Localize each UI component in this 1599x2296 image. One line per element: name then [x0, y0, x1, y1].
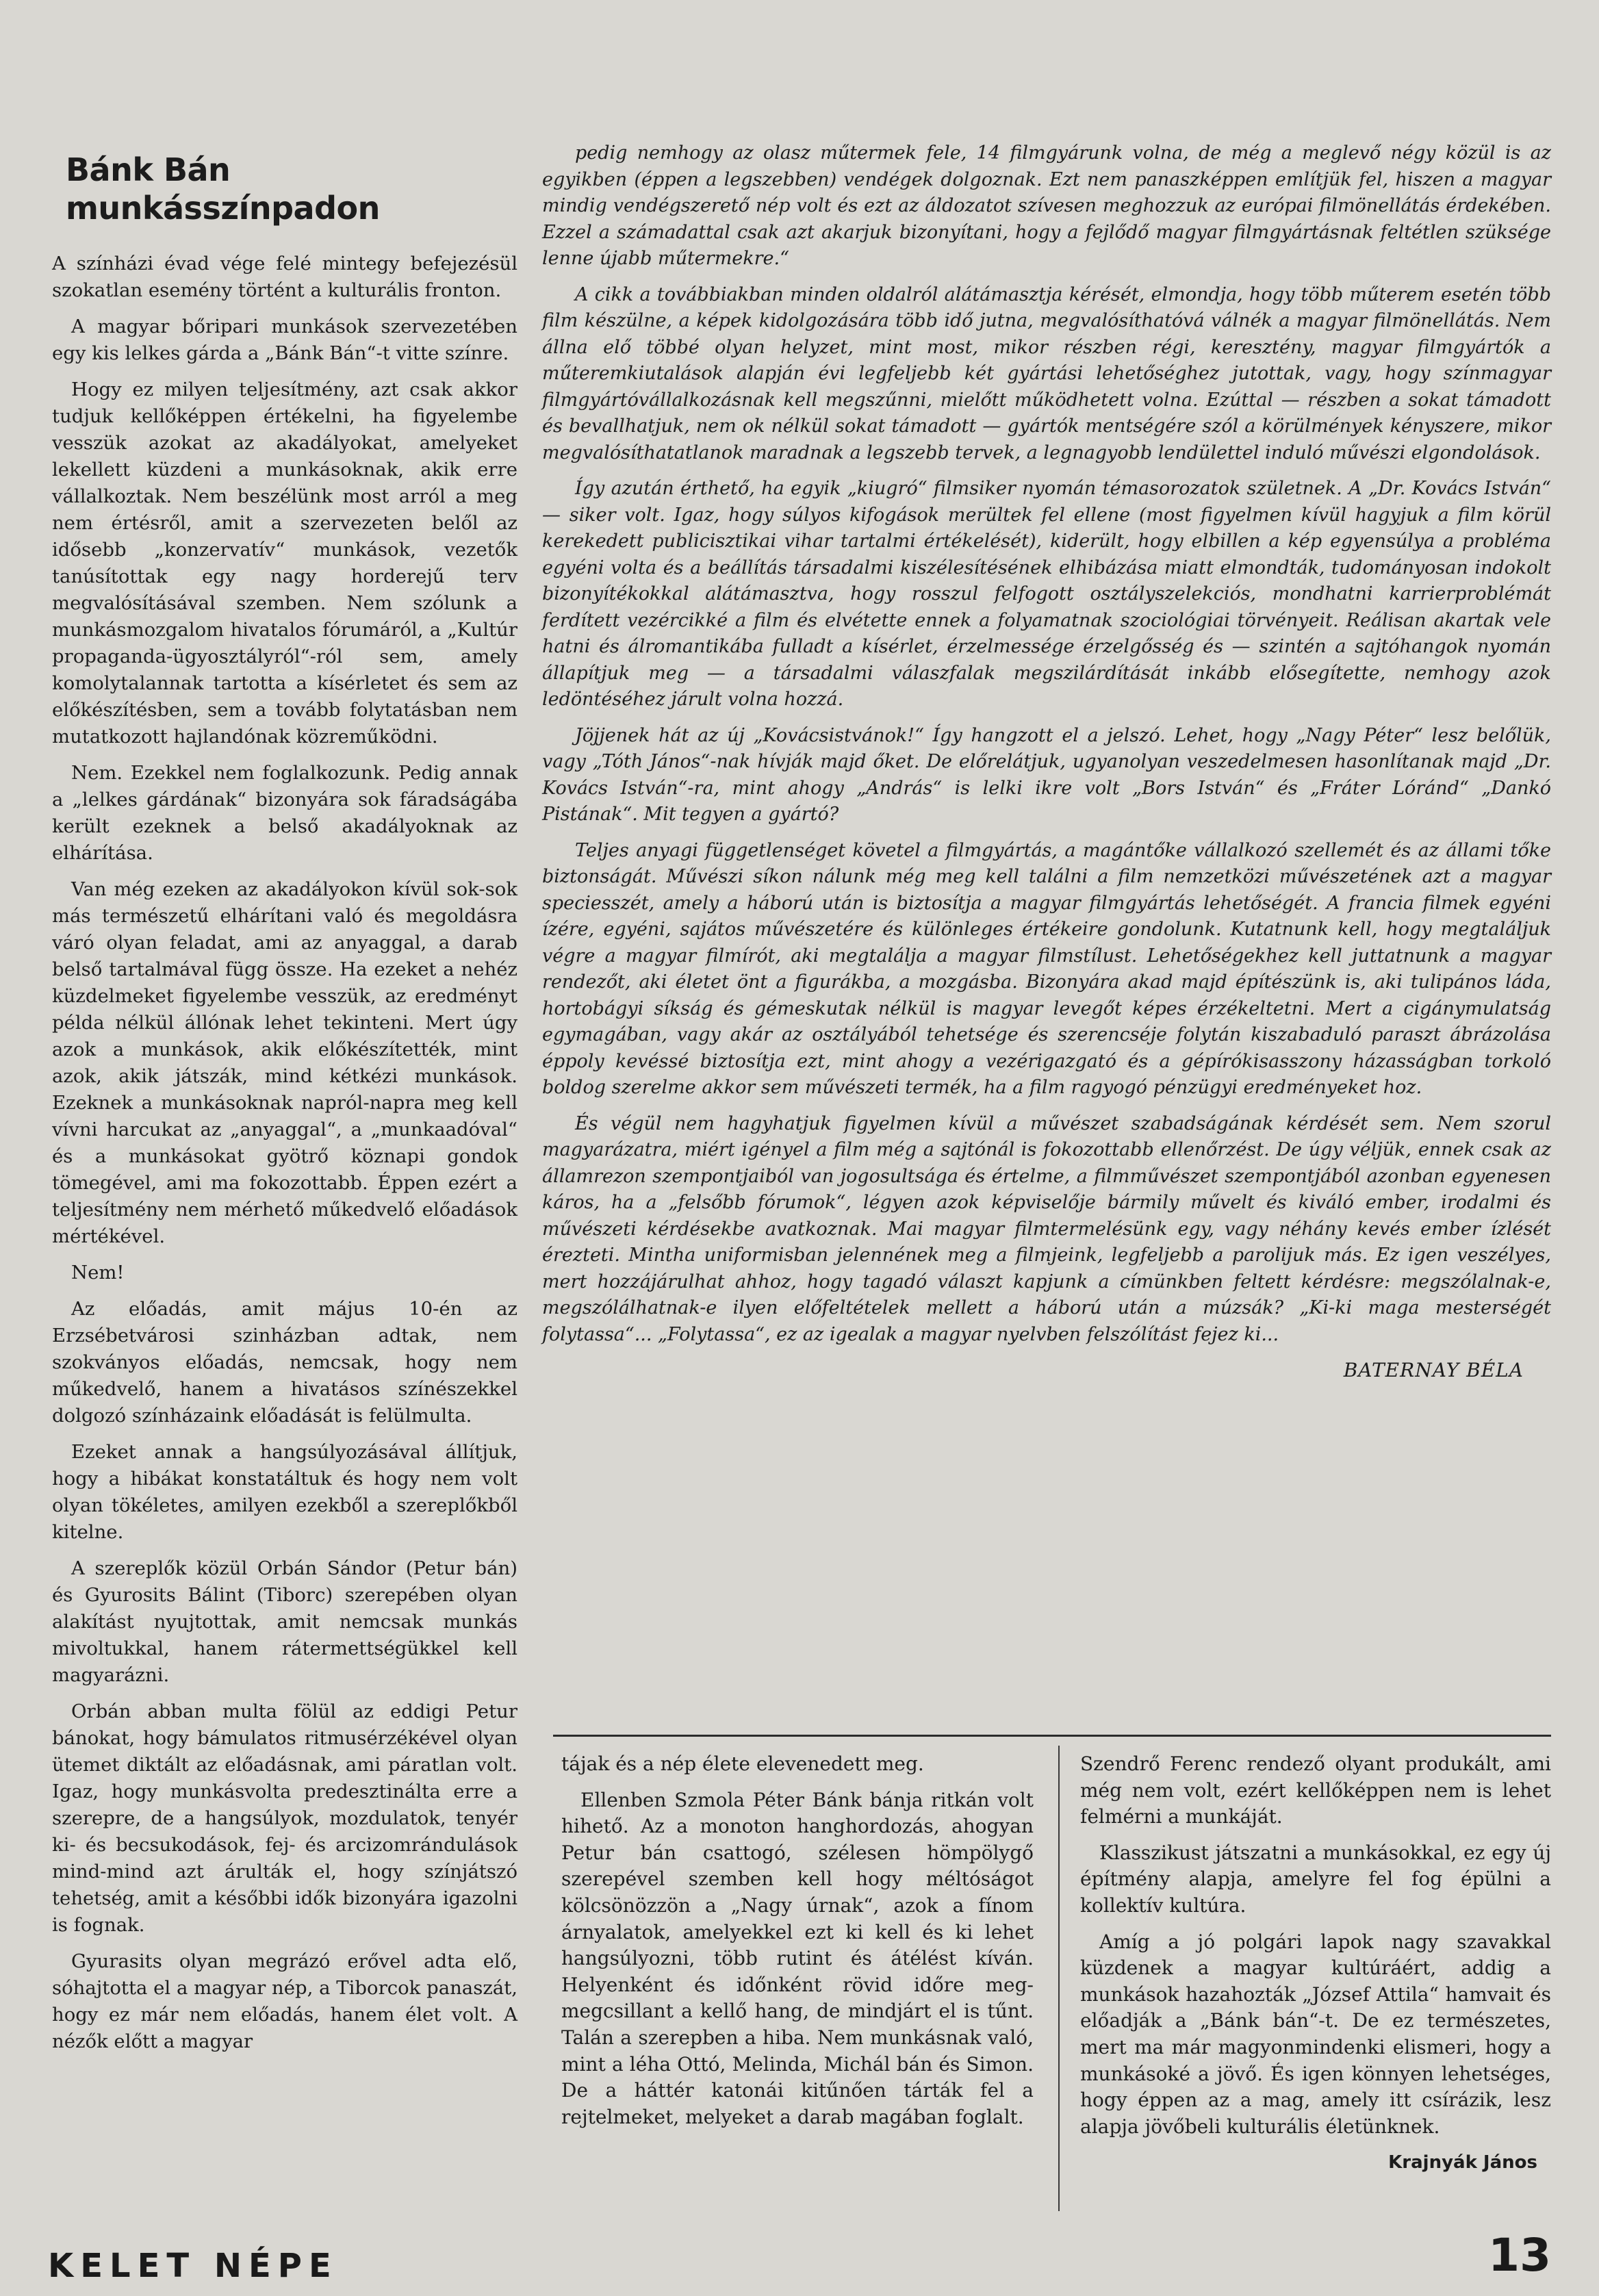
page-number: 13 — [1488, 2229, 1551, 2282]
paragraph: A színházi évad vége felé mintegy befejezésül szokatlan esemény történt a kulturális fronton. — [52, 253, 517, 301]
article-continuation-column — [1080, 1751, 1551, 2176]
paragraph: Ellenben Szmola Péter Bánk bánja ritkán volt hihető. Az a monoton hanghordozás, ahogyan Petur bán csattogó, szélesen hömpölygő szerepével szemben kell hogy méltóságot kölcsönözzön a „Nagy úrnak“, azok a fínom árnyalatok, amelyekkel ezt ki kell és ki lehet hangsúlyozni, több rutint és átélést kíván. Helyenként és időnként rövid időre meg-megcsillant a kellő hang, de mindjárt el is tűnt. Talán a szerepben a hiba. Nem munkásnak való, mint a léha Ottó, Melinda, Michál bán és Simon. De a háttér katonái kitűnően tárták fel a rejtelmeket, melyeket a darab magában foglalt. — [561, 1788, 1034, 2128]
article-continuation-column — [561, 1751, 1034, 2140]
paragraph: Szendrő Ferenc rendező olyant produkált, ami még nem volt, ezért kellőképpen nem is lehet felmérni a munkáját. — [1080, 1752, 1551, 1828]
paragraph: A szereplők közül Orbán Sándor (Petur bán) és Gyurosits Bálint (Tiborc) szerepében olyan alakítást nyujtottak, amit nemcsak munkás mivoltukkal, hanem rátermettségükkel kell magyarázni. — [52, 1557, 517, 1686]
article-film — [542, 140, 1551, 1384]
publication-name: KELET NÉPE — [48, 2247, 338, 2285]
paragraph: Az előadás, amit május 10-én az Erzsébetvárosi szinházban adtak, nem szokványos előadás, nemcsak, hogy nem műkedvelő, hanem a hivatásos színészekkel dolgozó színházaink előadását is felülmulta. — [52, 1298, 517, 1427]
paragraph: Így azután érthető, ha egyik „kiugró“ filmsiker nyomán témasorozatok születnek. A „Dr. Kovács István“ — siker volt. Igaz, hogy súlyos kifogások merültek fel ellene (most figyelmen kívül hagyjuk a film körül kerekedett publicisztikai vihar tartalmi értékelését), kiderült, hogy elbillen a kép egyensúlya a probléma egyéni volta és a beállítás társadalmi kiszélesítésének elhibázása miatt elmondták, tudományosan indokolt bizonyítékokkal alátámasztva, hogy rosszul felfogott osztályszelekciós, mondhatni karrierproblémát ferdített vezércikké a film és elvétette ennek a folyamatnak szociológiai törvényeit. Reálisan akartak vele hatni és álromantikába fulladt a kísérlet, érzelmessége érzelgősség és — szintén a sajtóhangok nyomán állapítjuk meg — a társadalmi válaszfalak megszilárdítását inkább elősegítette, nemhogy azok ledöntéséhez járult volna hozzá. — [542, 478, 1551, 710]
paragraph: Klasszikust játszatni a munkásokkal, ez egy új építmény alapja, amelyre fel fog épülni a kollektív kultúra. — [1080, 1841, 1551, 1917]
paragraph: A cikk a továbbiakban minden oldalról alátámasztja kérését, elmondja, hogy több műterem esetén több film készülne, a képek kidolgozására több idő jutna, megvalósíthatóvá válnék a magyar filmönellátás. Nem állna elő többé olyan helyzet, mint most, mikor részben régi, keresztény, magyar filmgyártók a műteremkiutalások alapján évi legfeljebb két gyártási lehetőséghez jutottak, vagy, hogy színmagyar filmgyártóvállalkozásnak kell megszűnni, mielőtt működhetett volna. Ezúttal — részben a sokat támadott és bevallhatjuk, nem ok nélkül sokat támadott — gyártók mentségére szól a körülmények kényszere, mikor megvalósíthatatlanok maradnak a legszebb tervek, a legnagyobb lendülettel induló művészi elgondolások. — [542, 283, 1551, 463]
author-signature: BATERNAY BÉLA — [1343, 1359, 1524, 1381]
article-title: Bánk Bán munkásszínpadon — [66, 151, 380, 227]
paragraph: Nem! — [71, 1262, 125, 1284]
paragraph: Jöjjenek hát az új „Kovácsistvánok!“ Így hangzott el a jelszó. Lehet, hogy „Nagy Péter“ lesz belőlük, vagy „Tóth János“-nak hívják majd őket. De előrelátjuk, ugyanolyan veszedelmesen hasonlítanak majd „Dr. Kovács István“-ra, mint ahogy „András“ is lelki ikre volt „Bors István“ és „Fráter Lóránd“ „Dankó Pistának“. Mit tegyen a gyártó? — [542, 724, 1551, 825]
paragraph: Orbán abban multa fölül az eddigi Petur bánokat, hogy bámulatos ritmusérzékével olyan ütemet diktált az előadásnak, ami páratlan volt. Igaz, hogy munkásvolta predesztinálta erre a szerepre, de a hangsúlyok, mozdulatok, tenyér ki- és becsukodások, fej- és arcizomrándulások mind-mind azt árulták el, hogy színjátszó tehetség, amit a későbbi idők bizonyára igazolni is fognak. — [52, 1700, 517, 1936]
paragraph: Hogy ez milyen teljesítmény, azt csak akkor tudjuk kellőképpen értékelni, ha figyelembe vesszük azokat az akadályokat, amelyeket lekellett küzdeni a munkásoknak, akik erre vállalkoztak. Nem beszélünk most arról a meg nem értésről, amit a szervezeten belől az idősebb „konzervatív“ munkások, vezetők tanúsítottak egy nagy horderejű terv megvalósításával szemben. Nem szólunk a munkásmozgalom hivatalos fórumáról, a „Kultúr propaganda-ügyosztályról“-ról sem, amely komolytalannak tartotta a kísérletet és sem az előkészítésben, sem a tovább folytatásban nem mutatkozott hajlandónak közreműködni. — [52, 379, 517, 748]
author-signature: Krajnyák János — [1388, 2152, 1537, 2173]
paragraph: És végül nem hagyhatjuk figyelmen kívül a művészet szabadságának kérdését sem. Nem szorul magyarázatra, miért igényel a film még a sajtónál is fokozottabb ellenőrzést. De úgy véljük, ennek csak az államrezon szempontjaiból van jogosultsága és értelme, a filmművészet szempontjából azonban egyenesen káros, ha a „felsőbb fórumok“, légyen azok képviselője bármily művelt és kiváló ember, irodalmi és művészeti kérdésekbe avatkoznak. Mai magyar filmtermelésünk egy, vagy néhány kevés ember ízlését érezteti. Mintha uniformisban jelennének meg a filmjeink, legfeljebb a parolijuk más. Ez igen veszélyes, mert hozzájárulhat ahhoz, hogy tagadó választ kapjunk a címünkben feltett kérdésre: megszólalnak-e, megszólálhatnak-e ilyen előfeltételek mellett a háború után a múzsák? „Ki-ki maga mesterségét folytassa“... „Folytassa“, ez az igealak a magyar nyelvben felszólítást fejez ki... — [542, 1112, 1551, 1345]
paragraph: Ezeket annak a hangsúlyozásával állítjuk, hogy a hibákat konstatáltuk és hogy nem volt olyan tökéletes, amilyen ezekből a szereplőkből kitelne. — [52, 1441, 517, 1543]
paragraph: Gyurasits olyan megrázó erővel adta elő, sóhajtotta el a magyar nép, a Tiborcok panaszát, hogy ez már nem előadás, hanem élet volt. A nézők előtt a magyar — [52, 1950, 517, 2052]
article-bank-ban — [52, 151, 517, 2065]
paragraph: pedig nemhogy az olasz műtermek fele, 14 filmgyárunk volna, de még a meglevő négy közül is az egyikben (éppen a legszebben) vendégek dolgoznak. Ezt nem panaszképpen említjük fel, hiszen a magyar mindig vendégszerető nép volt és ezt az áldozatot szívesen meghozzuk az európai filmönellátás érdekében. Ezzel a számadattal csak azt akarjuk bizonyítani, hogy a fejlődő magyar filmgyártásnak feltétlen szüksége lenne újabb műtermekre.“ — [542, 142, 1551, 269]
paragraph: Teljes anyagi függetlenséget követel a filmgyártás, a magántőke vállalkozó szellemét és az állami tőke biztonságát. Művészi síkon nálunk még meg kell találni a film nemzetközi művészetének azt a magyar speciesszét, amely a háború után is biztosítja a magyar filmgyártás lehetőségét. A francia filmek egyéni ízére, egyéni, sajátos művészetére és különleges értékeire gondolunk. Kutatnunk kell, hogy megtaláljuk végre a magyar filmírót, aki megtalálja a magyar filmstílust. Lehetőségekhez kell juttatnunk a magyar rendezőt, aki életet önt a figurákba, a mozgásba. Bizonyára akad majd építészünk is, aki tulipános láda, hortobágyi síkság és gémeskutak nélkül is magyar levegőt képes érzékeltetni. Mert a cigánymulatság egymagában, vagy akár az osztályából tehetsége és szerencséje folytán kiszabaduló paraszt ábrázolása éppoly kevéssé biztosítja ezt, mint ahogy a vezérigazgató és a gépírókisasszony házasságban torkoló boldog szerelme akkor sem művészeti termék, ha a film ragyogó pénzügyi eredményeket hoz. — [542, 839, 1551, 1098]
paragraph: tájak és a nép élete elevenedett meg. — [561, 1752, 924, 1775]
horizontal-divider — [553, 1735, 1551, 1737]
column-divider — [1058, 1746, 1060, 2211]
paragraph: Nem. Ezekkel nem foglalkozunk. Pedig annak a „lelkes gárdának“ bizonyára sok fáradságába került ezeknek a belső akadályoknak az elhárítása. — [52, 762, 517, 864]
paragraph: Amíg a jó polgári lapok nagy szavakkal küzdenek a magyar kultúráért, addig a munkások hazahozták „József Attila“ hamvait és előadják a „Bánk bán“-t. De ez természetes, mert ma már magyonmindenki elismeri, hogy a munkásoké a jövő. És igen könnyen lehetséges, hogy éppen az a mag, amely itt csírázik, lesz alapja jövőbeli kulturális életünknek. — [1080, 1930, 1551, 2138]
paragraph: A magyar bőripari munkások szervezetében egy kis lelkes gárda a „Bánk Bán“-t vitte színre. — [52, 316, 517, 364]
paragraph: Van még ezeken az akadályokon kívül sok-sok más természetű elhárítani való és megoldásra váró olyan feladat, ami az anyaggal, a darab belső tartalmával függ össze. Ha ezeket a nehéz küzdelmeket figyelembe vesszük, az eredményt példa nélkül állónak lehet tekinteni. Mert úgy azok a munkások, akik előkészítették, mint azok, akik játszák, mind kétkézi munkások. Ezeknek a munkásoknak napról-napra meg kell vívni harcukat az „anyaggal“, a „munkaadóval“ és a munkásokat gyötrő köznapi gondok tömegével, ami ma fokozottabb. Éppen ezért a teljesítmény nem mérhető műkedvelő előadások mértékével. — [52, 878, 517, 1247]
